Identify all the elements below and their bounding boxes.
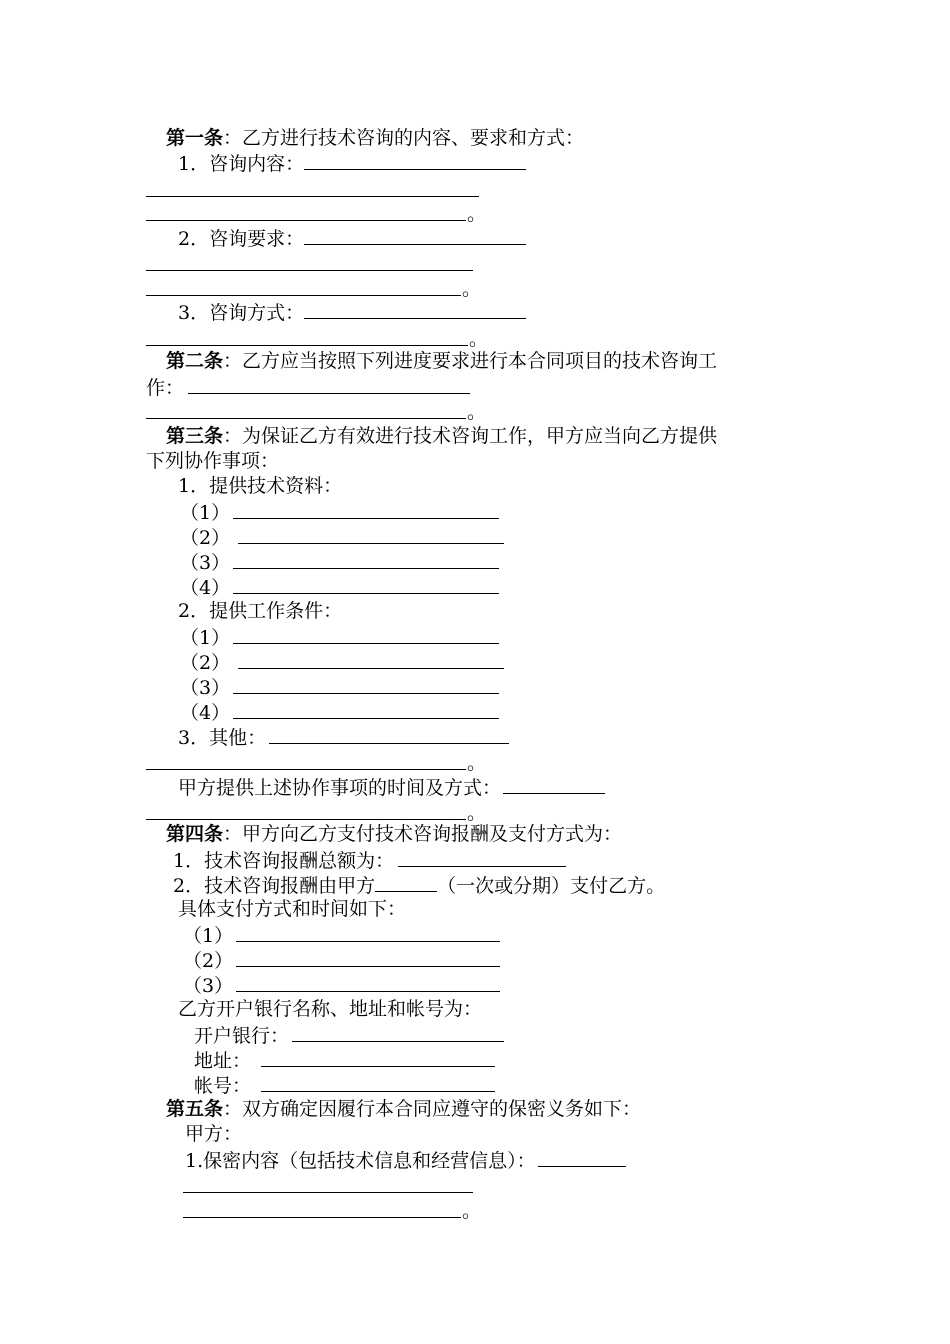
blank-line[interactable] [146, 270, 473, 271]
payment-method-text: 2．技术咨询报酬由甲方 [173, 875, 376, 897]
item-blank[interactable] [233, 574, 499, 594]
article-1-heading [166, 126, 584, 151]
article-4-text: ：甲方向乙方支付技术咨询报酬及支付方式为： [223, 823, 623, 845]
consult-method-text: 3．咨询方式： [178, 302, 305, 324]
item-blank[interactable] [233, 624, 499, 644]
consult-content-label [178, 150, 526, 175]
work-conditions-item-2 [180, 649, 504, 674]
progress-blank[interactable] [188, 374, 470, 394]
item-number: （2） [183, 950, 234, 972]
payment-detail-label: 具体支付方式和时间如下： [178, 898, 407, 920]
item-number: （3） [183, 975, 234, 997]
tech-materials-item-2 [180, 524, 504, 549]
item-blank[interactable] [233, 674, 499, 694]
article-5-title: 第五条 [166, 1098, 224, 1120]
work-conditions-label: 2．提供工作条件： [178, 600, 343, 622]
article-4-title: 第四条 [166, 823, 224, 845]
work-conditions-item-3 [180, 674, 499, 699]
tech-materials-label: 1．提供技术资料： [178, 475, 343, 497]
bank-address-blank[interactable] [261, 1047, 495, 1067]
item-number: （4） [180, 702, 231, 724]
consult-content-blank[interactable] [304, 150, 526, 170]
blank-line[interactable] [146, 345, 468, 346]
period-mark: 。 [467, 401, 487, 423]
bank-name-label: 开户银行： [194, 1025, 290, 1047]
other-label [178, 724, 509, 749]
bank-address-line [194, 1047, 495, 1072]
item-number: （1） [183, 925, 234, 947]
item-blank[interactable] [236, 947, 500, 967]
period-mark: 。 [462, 278, 482, 300]
item-number: （3） [180, 677, 231, 699]
item-blank[interactable] [233, 549, 499, 569]
consult-requirement-text: 2．咨询要求： [178, 228, 305, 250]
item-blank[interactable] [238, 524, 504, 544]
blank-line[interactable] [146, 769, 466, 770]
payment-method-suffix: （一次或分期）支付乙方。 [437, 875, 666, 897]
payment-item-1 [183, 922, 500, 947]
consult-content-text: 1．咨询内容： [178, 153, 305, 175]
work-conditions-item-4 [180, 699, 499, 724]
article-3-text: ：为保证乙方有效进行技术咨询工作，甲方应当向乙方提供 [223, 425, 718, 447]
item-number: （2） [180, 527, 231, 549]
item-blank[interactable] [236, 922, 500, 942]
payment-method-line [173, 872, 665, 897]
blank-line[interactable] [146, 819, 466, 820]
period-mark: 。 [467, 802, 487, 824]
period-mark: 。 [467, 203, 487, 225]
item-number: （3） [180, 552, 231, 574]
party-a-label: 甲方： [185, 1123, 243, 1145]
tech-materials-item-4 [180, 574, 499, 599]
item-number: （1） [180, 627, 231, 649]
period-mark: 。 [469, 328, 489, 350]
payment-installment-blank[interactable] [375, 872, 437, 892]
cooperation-time-blank[interactable] [503, 774, 605, 794]
article-3-title: 第三条 [166, 425, 224, 447]
item-blank[interactable] [236, 972, 500, 992]
work-conditions-item-1 [180, 624, 499, 649]
confidential-content-blank[interactable] [538, 1147, 626, 1167]
item-blank[interactable] [238, 649, 504, 669]
article-4-heading [166, 822, 622, 847]
cooperation-time-text: 甲方提供上述协作事项的时间及方式： [178, 777, 502, 799]
article-1-title: 第一条 [166, 127, 224, 149]
bank-name-blank[interactable] [292, 1022, 504, 1042]
confidential-content-label: 1.保密内容（包括技术信息和经营信息）： [185, 1150, 536, 1172]
article-3-continued: 下列协作事项： [146, 450, 280, 472]
fee-total-text: 1．技术咨询报酬总额为： [173, 850, 395, 872]
blank-line[interactable] [183, 1192, 473, 1193]
article-2-title: 第二条 [166, 350, 224, 372]
consult-method-label [178, 299, 526, 324]
consult-method-blank[interactable] [304, 299, 526, 319]
payment-item-2 [183, 947, 500, 972]
item-blank[interactable] [233, 699, 499, 719]
blank-line[interactable] [146, 220, 466, 221]
item-blank[interactable] [233, 499, 499, 519]
blank-line[interactable] [183, 1217, 461, 1218]
blank-line[interactable] [146, 418, 466, 419]
article-5-text: ：双方确定因履行本合同应遵守的保密义务如下： [223, 1098, 642, 1120]
tech-materials-item-1 [180, 499, 499, 524]
consult-requirement-label [178, 225, 526, 250]
article-2-heading [166, 349, 717, 374]
item-number: （1） [180, 502, 231, 524]
bank-account-blank[interactable] [261, 1072, 495, 1092]
cooperation-time-label [178, 774, 605, 799]
blank-line[interactable] [146, 196, 479, 197]
consult-requirement-blank[interactable] [304, 225, 526, 245]
confidential-content-line [185, 1147, 626, 1172]
payment-item-3 [183, 972, 500, 997]
period-mark: 。 [467, 752, 487, 774]
other-text: 3．其他： [178, 727, 267, 749]
article-2-text: ：乙方应当按照下列进度要求进行本合同项目的技术咨询工 [223, 350, 718, 372]
bank-account-line [194, 1072, 495, 1097]
tech-materials-item-3 [180, 549, 499, 574]
fee-total-label [173, 847, 566, 872]
article-1-text: ：乙方进行技术咨询的内容、要求和方式： [223, 127, 585, 149]
item-number: （2） [180, 652, 231, 674]
item-number: （4） [180, 577, 231, 599]
bank-account-label: 帐号： [194, 1075, 252, 1097]
article-3-heading [166, 424, 717, 449]
period-mark: 。 [462, 1200, 482, 1222]
blank-line[interactable] [146, 295, 461, 296]
article-5-heading [166, 1097, 641, 1122]
bank-info-label: 乙方开户银行名称、地址和帐号为： [178, 998, 483, 1020]
fee-total-blank[interactable] [398, 847, 566, 867]
bank-address-label: 地址： [194, 1050, 252, 1072]
other-blank[interactable] [269, 724, 509, 744]
article-2-cont-text: 作： [146, 377, 185, 399]
article-2-continued [146, 374, 470, 399]
bank-name-line [194, 1022, 504, 1047]
